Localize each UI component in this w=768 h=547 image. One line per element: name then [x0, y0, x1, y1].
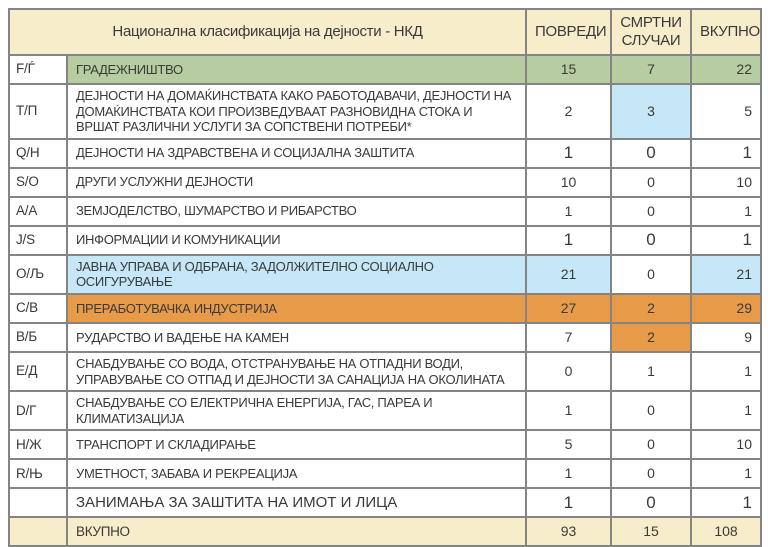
table-row	[9, 55, 761, 84]
total-value: 1	[691, 226, 761, 255]
table-row	[9, 294, 761, 323]
deaths-value: 0	[611, 197, 691, 226]
deaths-value: 0	[611, 430, 691, 459]
injuries-value: 7	[526, 323, 611, 352]
activity-label: ГРАДЕЖНИШТВО	[67, 55, 526, 84]
total-value: 1	[691, 391, 761, 430]
injuries-value: 1	[526, 197, 611, 226]
table-row	[9, 168, 761, 197]
injuries-value: 1	[526, 488, 611, 517]
activity-label: ЗАНИМАЊА ЗА ЗАШТИТА НА ИМОТ И ЛИЦА	[67, 488, 526, 517]
table-body	[9, 55, 761, 517]
deaths-value: 1	[611, 352, 691, 391]
totals-total-value: 108	[691, 517, 761, 546]
activity-label: ЗЕМЈОДЕЛСТВО, ШУМАРСТВО И РИБАРСТВО	[67, 197, 526, 226]
table-row	[9, 488, 761, 517]
injuries-value: 10	[526, 168, 611, 197]
total-value: 5	[691, 84, 761, 139]
table-row	[9, 84, 761, 139]
total-value: 10	[691, 168, 761, 197]
header-col-total: ВКУПНО	[691, 9, 761, 55]
activity-code: D/Г	[9, 391, 67, 430]
totals-label: ВКУПНО	[67, 517, 526, 546]
activity-label: СНАБДУВАЊЕ СО ЕЛЕКТРИЧНА ЕНЕРГИЈА, ГАС, ПАРЕА И КЛИМАТИЗАЦИЈА	[67, 391, 526, 430]
injuries-value: 2	[526, 84, 611, 139]
activity-code: C/B	[9, 294, 67, 323]
totals-row	[9, 517, 761, 546]
activity-code: A/A	[9, 197, 67, 226]
deaths-value: 2	[611, 294, 691, 323]
activity-code: H/Ж	[9, 430, 67, 459]
deaths-value: 0	[611, 226, 691, 255]
injuries-value: 1	[526, 391, 611, 430]
total-value: 10	[691, 430, 761, 459]
total-value: 1	[691, 459, 761, 488]
table-footer	[9, 517, 761, 546]
deaths-value: 0	[611, 459, 691, 488]
activity-label: ДЕЈНОСТИ НА ДОМАЌИНСТВАТА КАКО РАБОТОДАВАЧИ, ДЕЈНОСТИ НА ДОМАЌИНСТВАТА КОИ ПРОИЗВЕДУВААТ РАЗНОВИДНА СТОКА И ВРШАТ РАЗЛИЧНИ УСЛУГИ ЗА СОПСТВЕНИ ПОТРЕБИ*	[67, 84, 526, 139]
activity-label: ЈАВНА УПРАВА И ОДБРАНА, ЗАДОЛЖИТЕЛНО СОЦИАЛНО ОСИГУРУВАЊЕ	[67, 255, 526, 294]
table-row	[9, 226, 761, 255]
activity-code: O/Љ	[9, 255, 67, 294]
header-col-deaths: СМРТНИ СЛУЧАИ	[611, 9, 691, 55]
activity-label: СНАБДУВАЊЕ СО ВОДА, ОТСТРАНУВАЊЕ НА ОТПАДНИ ВОДИ, УПРАВУВАЊЕ СО ОТПАД И ДЕЈНОСТИ ЗА САНАЦИЈА НА ОКОЛИНАТА	[67, 352, 526, 391]
injuries-value: 1	[526, 459, 611, 488]
totals-code-cell	[9, 517, 67, 546]
activity-label: УМЕТНОСТ, ЗАБАВА И РЕКРЕАЦИЈА	[67, 459, 526, 488]
deaths-value: 0	[611, 139, 691, 168]
total-value: 1	[691, 139, 761, 168]
table-row	[9, 430, 761, 459]
activity-code: Q/H	[9, 139, 67, 168]
activity-label: ПРЕРАБОТУВАЧКА ИНДУСТРИЈА	[67, 294, 526, 323]
injuries-value: 5	[526, 430, 611, 459]
header-classification: Национална класификација на дејности - НКД	[9, 9, 526, 55]
nkd-classification-table	[8, 8, 762, 547]
activity-label: ДРУГИ УСЛУЖНИ ДЕЈНОСТИ	[67, 168, 526, 197]
injuries-value: 15	[526, 55, 611, 84]
totals-injuries-value: 93	[526, 517, 611, 546]
activity-label: ИНФОРМАЦИИ И КОМУНИКАЦИИ	[67, 226, 526, 255]
deaths-value: 2	[611, 323, 691, 352]
deaths-value: 0	[611, 168, 691, 197]
activity-code	[9, 488, 67, 517]
deaths-value: 0	[611, 488, 691, 517]
total-value: 21	[691, 255, 761, 294]
activity-label: ТРАНСПОРТ И СКЛАДИРАЊЕ	[67, 430, 526, 459]
activity-code: E/Д	[9, 352, 67, 391]
table-row	[9, 459, 761, 488]
injuries-value: 21	[526, 255, 611, 294]
injuries-value: 27	[526, 294, 611, 323]
total-value: 9	[691, 323, 761, 352]
table-row	[9, 139, 761, 168]
activity-code: B/Б	[9, 323, 67, 352]
table-row	[9, 352, 761, 391]
header-row	[9, 9, 761, 55]
deaths-value: 0	[611, 391, 691, 430]
deaths-value: 3	[611, 84, 691, 139]
activity-label: ДЕЈНОСТИ НА ЗДРАВСТВЕНА И СОЦИЈАЛНА ЗАШТИТА	[67, 139, 526, 168]
header-col-injuries: ПОВРЕДИ	[526, 9, 611, 55]
activity-code: F/Ѓ	[9, 55, 67, 84]
activity-code: J/S	[9, 226, 67, 255]
injuries-value: 1	[526, 226, 611, 255]
activity-code: S/O	[9, 168, 67, 197]
table-row	[9, 197, 761, 226]
total-value: 1	[691, 488, 761, 517]
deaths-value: 7	[611, 55, 691, 84]
injuries-value: 1	[526, 139, 611, 168]
deaths-value: 0	[611, 255, 691, 294]
total-value: 1	[691, 352, 761, 391]
activity-code: T/П	[9, 84, 67, 139]
table-row	[9, 323, 761, 352]
activity-label: РУДАРСТВО И ВАДЕЊЕ НА КАМЕН	[67, 323, 526, 352]
total-value: 22	[691, 55, 761, 84]
injuries-value: 0	[526, 352, 611, 391]
total-value: 29	[691, 294, 761, 323]
table-header	[9, 9, 761, 55]
total-value: 1	[691, 197, 761, 226]
table-row	[9, 255, 761, 294]
activity-code: R/Њ	[9, 459, 67, 488]
totals-deaths-value: 15	[611, 517, 691, 546]
table-row	[9, 391, 761, 430]
